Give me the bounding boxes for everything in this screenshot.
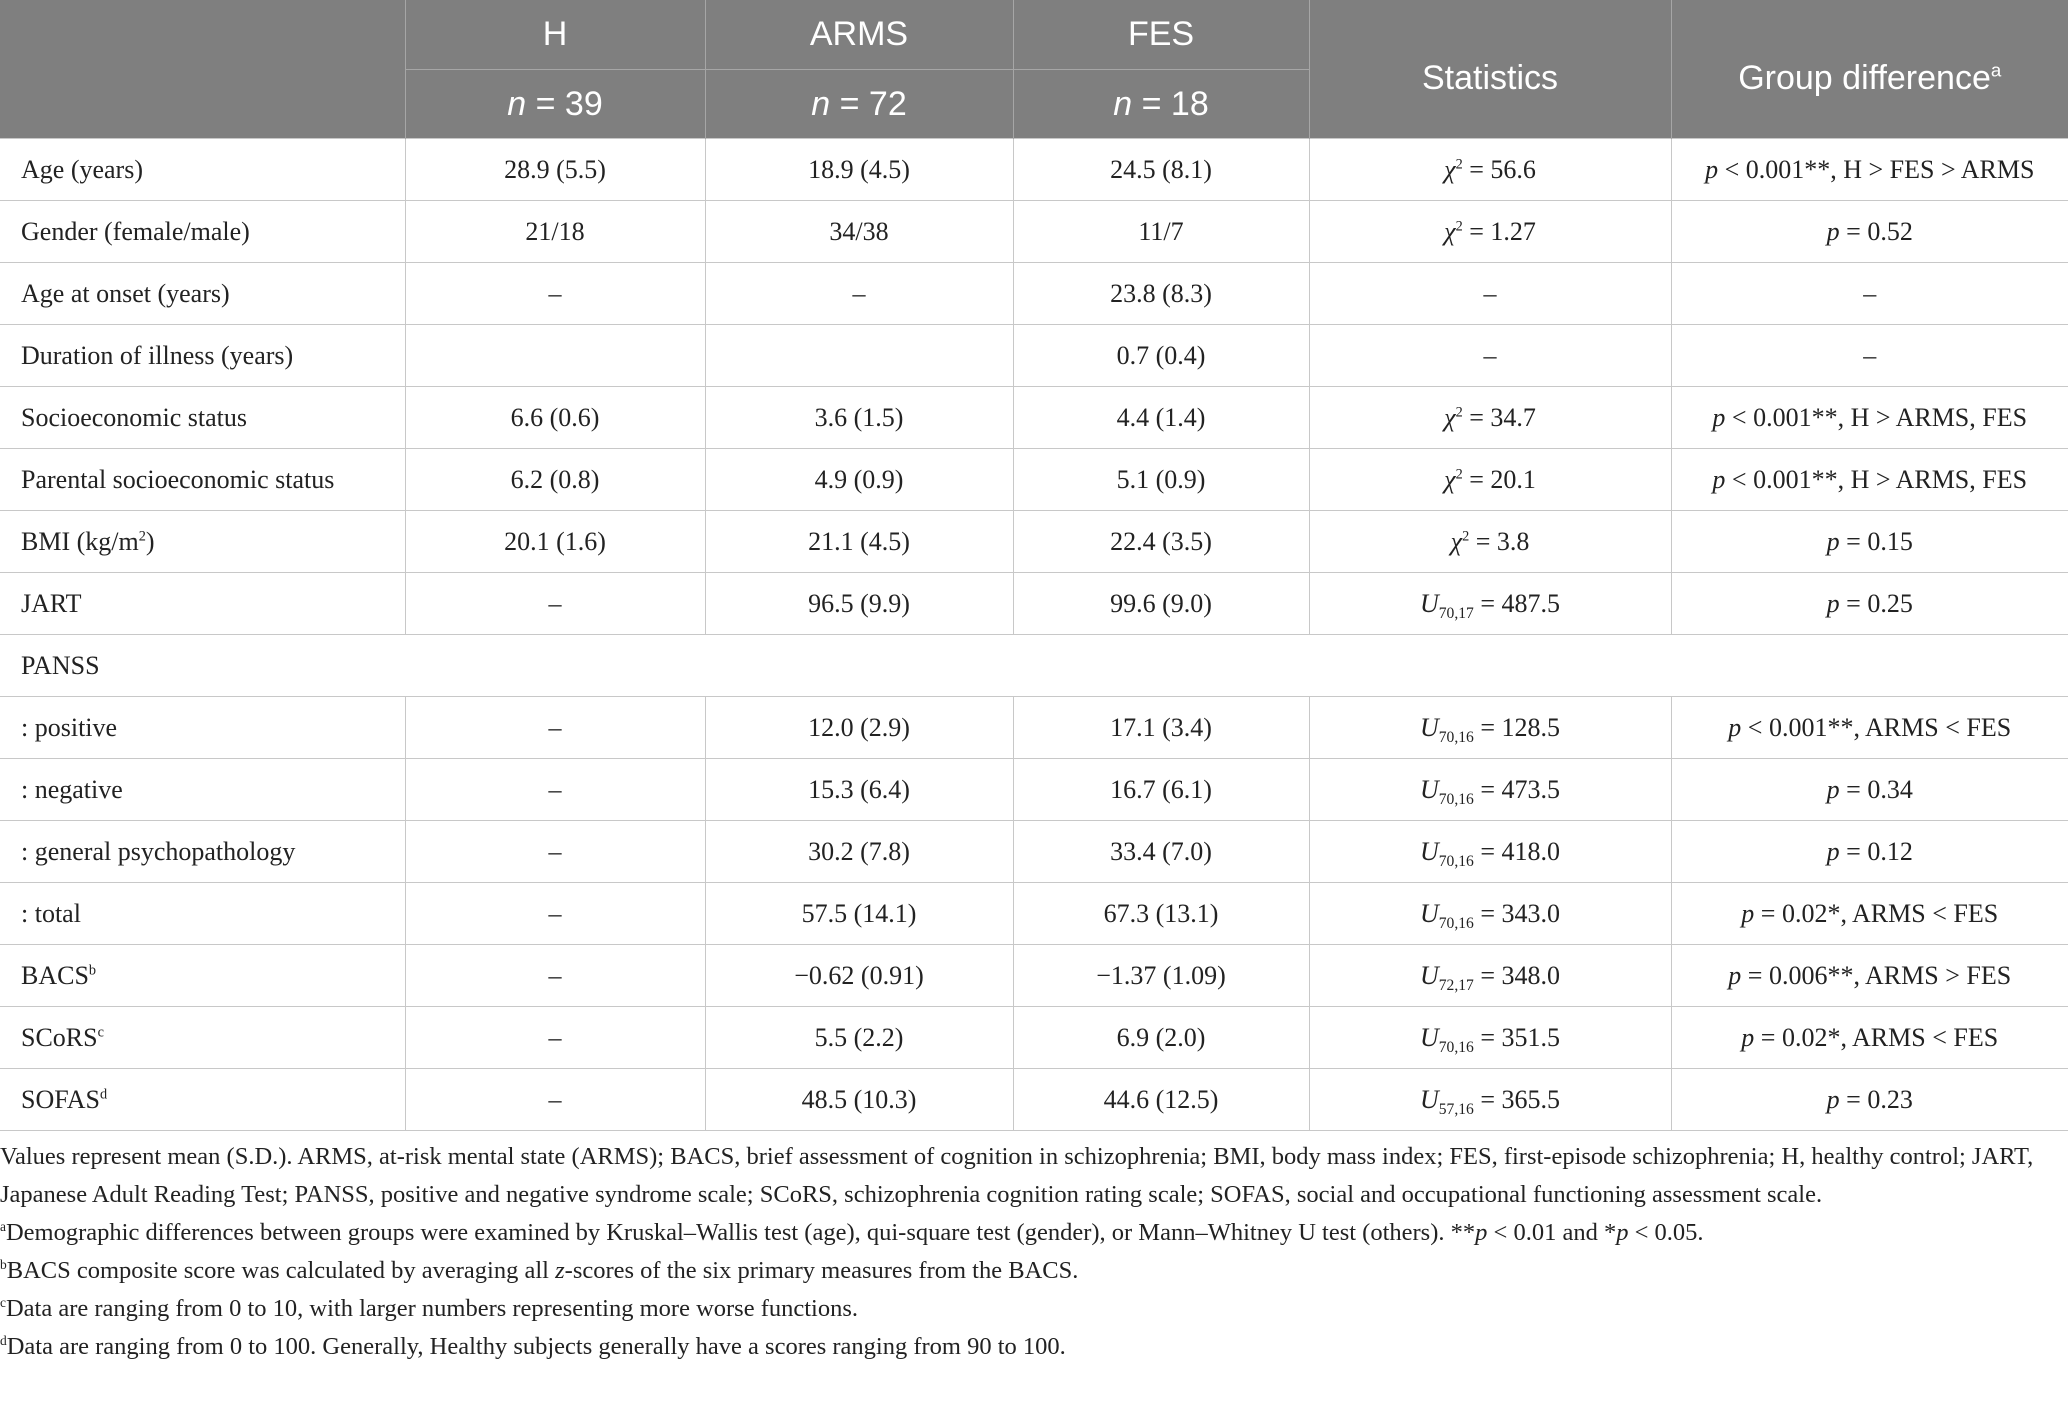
stat-symbol: χ (1444, 154, 1456, 184)
row-label-text: BACS (21, 960, 89, 990)
cell-fes: 99.6 (9.0) (1013, 573, 1309, 635)
row-label-sup: 2 (138, 527, 146, 544)
row-label-sup: c (97, 1023, 104, 1040)
cell-h (405, 325, 705, 387)
cell-fes: 33.4 (7.0) (1013, 821, 1309, 883)
table-body (0, 139, 2068, 1131)
table-header (0, 0, 2068, 139)
row-label-text: : total (21, 898, 81, 928)
cell-fes: 23.8 (8.3) (1013, 263, 1309, 325)
table-row (0, 821, 2068, 883)
table-row (0, 1069, 2068, 1131)
cell-group-difference (1671, 139, 2068, 201)
table-row (0, 945, 2068, 1007)
n-arms-value: = 72 (830, 84, 907, 123)
cell-arms: 12.0 (2.9) (705, 697, 1013, 759)
table-footnotes (0, 1138, 2060, 1366)
row-label (0, 821, 405, 883)
header-group-difference (1671, 0, 2068, 139)
row-label (0, 201, 405, 263)
stat-subscript: 70,17 (1438, 604, 1474, 622)
table-row (0, 759, 2068, 821)
group-difference-value: < 0.001**, ARMS < FES (1741, 712, 2012, 742)
stat-symbol: U (1419, 588, 1439, 618)
row-label-text: Age (years) (21, 154, 143, 184)
footnote-marker-a: a (1990, 59, 2002, 81)
cell-h: – (405, 697, 705, 759)
cell-h: – (405, 1069, 705, 1131)
cell-arms: 57.5 (14.1) (705, 883, 1013, 945)
cell-statistics (1309, 697, 1671, 759)
cell-arms: – (705, 263, 1013, 325)
footnote-d-marker: d (0, 1332, 7, 1348)
table-row (0, 201, 2068, 263)
footnote-b (0, 1252, 2060, 1290)
group-difference-value: = 0.25 (1839, 588, 1913, 618)
stat-value: = 1.27 (1462, 216, 1536, 246)
table-row (0, 449, 2068, 511)
cell-fes: 44.6 (12.5) (1013, 1069, 1309, 1131)
footnote-d-text: Data are ranging from 0 to 100. Generally, Healthy subjects generally have a scores ranging from 90 to 100. (6, 1333, 1066, 1360)
cell-h: 6.2 (0.8) (405, 449, 705, 511)
footnote-a-p2: p (1616, 1219, 1629, 1246)
footnote-c-marker: c (0, 1294, 6, 1310)
stat-value: – (1483, 278, 1497, 308)
stat-symbol: U (1419, 712, 1439, 742)
cell-fes: 17.1 (3.4) (1013, 697, 1309, 759)
cell-statistics (1309, 387, 1671, 449)
cell-statistics (1309, 573, 1671, 635)
group-difference-value: = 0.52 (1839, 216, 1913, 246)
table-row (0, 697, 2068, 759)
stat-subscript: 70,16 (1438, 914, 1474, 932)
footnote-a-marker: a (0, 1218, 6, 1234)
p-symbol: p (1728, 960, 1742, 990)
table-row (0, 511, 2068, 573)
cell-h: 20.1 (1.6) (405, 511, 705, 573)
cell-arms: 48.5 (10.3) (705, 1069, 1013, 1131)
footnote-b-marker: b (0, 1256, 7, 1272)
row-label (0, 697, 405, 759)
cell-h: – (405, 573, 705, 635)
cell-statistics (1309, 139, 1671, 201)
stat-value: = 128.5 (1473, 712, 1561, 742)
stat-symbol: U (1419, 1022, 1439, 1052)
table-row (0, 883, 2068, 945)
p-symbol: p (1826, 526, 1840, 556)
header-n-h (405, 70, 705, 139)
stat-superscript: 2 (1455, 155, 1463, 172)
stat-subscript: 57,16 (1438, 1100, 1474, 1118)
p-symbol: p (1712, 402, 1726, 432)
cell-h: – (405, 883, 705, 945)
cell-arms: 30.2 (7.8) (705, 821, 1013, 883)
cell-h: – (405, 945, 705, 1007)
cell-group-difference (1671, 759, 2068, 821)
n-label: n (811, 84, 831, 123)
cell-arms: 15.3 (6.4) (705, 759, 1013, 821)
stat-superscript: 2 (1455, 403, 1463, 420)
footnote-b-text2: -scores of the six primary measures from the BACS. (564, 1257, 1079, 1284)
cell-h: 6.6 (0.6) (405, 387, 705, 449)
header-arms: ARMS (705, 0, 1013, 70)
stat-subscript: 72,17 (1438, 976, 1474, 994)
p-symbol: p (1826, 1084, 1840, 1114)
p-symbol: p (1741, 1022, 1755, 1052)
cell-group-difference (1671, 263, 2068, 325)
row-label-text: : general psychopathology (21, 836, 296, 866)
row-label-text: BMI (kg/m (21, 526, 139, 556)
row-label (0, 139, 405, 201)
cell-statistics (1309, 883, 1671, 945)
cell-statistics (1309, 1069, 1671, 1131)
cell-statistics (1309, 325, 1671, 387)
row-label-sup: d (100, 1085, 108, 1102)
cell-fes: 6.9 (2.0) (1013, 1007, 1309, 1069)
cell-arms: 4.9 (0.9) (705, 449, 1013, 511)
table-row (0, 1007, 2068, 1069)
cell-fes: −1.37 (1.09) (1013, 945, 1309, 1007)
cell-h: 28.9 (5.5) (405, 139, 705, 201)
cell-fes: 24.5 (8.1) (1013, 139, 1309, 201)
row-label-text: Gender (female/male) (21, 216, 250, 246)
row-label (0, 449, 405, 511)
row-label-text: : positive (21, 712, 118, 742)
cell-h: 21/18 (405, 201, 705, 263)
cell-statistics (1309, 511, 1671, 573)
cell-statistics (1309, 945, 1671, 1007)
stat-symbol: U (1419, 1084, 1439, 1114)
cell-fes: 0.7 (0.4) (1013, 325, 1309, 387)
stat-value: = 348.0 (1473, 960, 1561, 990)
p-symbol: p (1705, 154, 1719, 184)
cell-group-difference (1671, 325, 2068, 387)
group-difference-value: = 0.12 (1839, 836, 1913, 866)
stat-symbol: χ (1444, 216, 1456, 246)
row-label-text: JART (21, 588, 82, 618)
stat-symbol: χ (1444, 402, 1456, 432)
header-n-fes (1013, 70, 1309, 139)
stat-symbol: U (1419, 960, 1439, 990)
cell-h: – (405, 759, 705, 821)
cell-statistics (1309, 821, 1671, 883)
n-h-value: = 39 (526, 84, 603, 123)
stat-superscript: 2 (1462, 527, 1470, 544)
row-label (0, 573, 405, 635)
header-n-arms (705, 70, 1013, 139)
stat-subscript: 70,16 (1438, 728, 1474, 746)
n-fes-value: = 18 (1132, 84, 1209, 123)
stat-value: – (1483, 340, 1497, 370)
row-label (0, 325, 405, 387)
stat-subscript: 70,16 (1438, 790, 1474, 808)
row-label (0, 511, 405, 573)
row-label-text: : negative (21, 774, 123, 804)
cell-group-difference (1671, 511, 2068, 573)
cell-group-difference (1671, 1069, 2068, 1131)
footnote-b-text: BACS composite score was calculated by averaging all (6, 1257, 556, 1284)
p-symbol: p (1826, 216, 1840, 246)
cell-statistics (1309, 1007, 1671, 1069)
row-label-text: SOFAS (21, 1084, 101, 1114)
table-row-section (0, 635, 2068, 697)
cell-fes: 67.3 (13.1) (1013, 883, 1309, 945)
stat-value: = 473.5 (1473, 774, 1561, 804)
row-label-text: SCoRS (21, 1022, 98, 1052)
row-label (0, 387, 405, 449)
header-fes: FES (1013, 0, 1309, 70)
cell-group-difference (1671, 883, 2068, 945)
group-difference-value: < 0.001**, H > ARMS, FES (1725, 464, 2028, 494)
group-difference-value: = 0.15 (1839, 526, 1913, 556)
group-difference-value: = 0.02*, ARMS < FES (1754, 898, 1999, 928)
section-label-panss: PANSS (0, 635, 2068, 697)
cell-group-difference (1671, 821, 2068, 883)
cell-group-difference (1671, 387, 2068, 449)
cell-fes: 22.4 (3.5) (1013, 511, 1309, 573)
cell-arms: 21.1 (4.5) (705, 511, 1013, 573)
stat-value: = 418.0 (1473, 836, 1561, 866)
group-difference-value: < 0.001**, H > FES > ARMS (1718, 154, 2035, 184)
footnote-a-text2: < 0.01 and * (1487, 1219, 1617, 1246)
p-symbol: p (1728, 712, 1742, 742)
p-symbol: p (1741, 898, 1755, 928)
cell-statistics (1309, 759, 1671, 821)
footnote-a (0, 1214, 2060, 1252)
cell-fes: 4.4 (1.4) (1013, 387, 1309, 449)
table-row (0, 573, 2068, 635)
p-symbol: p (1826, 774, 1840, 804)
stat-value: = 351.5 (1473, 1022, 1561, 1052)
footnote-a-p: p (1475, 1219, 1488, 1246)
group-difference-value: = 0.34 (1839, 774, 1913, 804)
stat-subscript: 70,16 (1438, 1038, 1474, 1056)
cell-h: – (405, 821, 705, 883)
cell-group-difference (1671, 201, 2068, 263)
row-label-text: Duration of illness (years) (21, 340, 294, 370)
footnote-a-text: Demographic differences between groups were examined by Kruskal–Wallis test (age), qui-square test (gender), or Mann–Whitney U test (others). ** (5, 1219, 1476, 1246)
cell-statistics (1309, 449, 1671, 511)
stat-symbol: U (1419, 774, 1439, 804)
row-label (0, 883, 405, 945)
stat-symbol: χ (1444, 464, 1456, 494)
row-label (0, 1069, 405, 1131)
cell-arms: 3.6 (1.5) (705, 387, 1013, 449)
cell-fes: 16.7 (6.1) (1013, 759, 1309, 821)
stat-superscript: 2 (1455, 465, 1463, 482)
stat-value: = 343.0 (1473, 898, 1561, 928)
cell-h: – (405, 263, 705, 325)
stat-value: = 56.6 (1462, 154, 1536, 184)
cell-group-difference (1671, 1007, 2068, 1069)
cell-arms (705, 325, 1013, 387)
stat-value: = 365.5 (1473, 1084, 1561, 1114)
row-label (0, 945, 405, 1007)
table-row (0, 139, 2068, 201)
header-blank-cell (0, 0, 405, 139)
row-label-sup: b (88, 961, 97, 978)
cell-arms: 18.9 (4.5) (705, 139, 1013, 201)
cell-statistics (1309, 263, 1671, 325)
stat-symbol: U (1419, 836, 1439, 866)
stat-superscript: 2 (1455, 217, 1463, 234)
footnote-c (0, 1290, 2060, 1328)
stat-symbol: χ (1450, 526, 1463, 556)
cell-arms: 34/38 (705, 201, 1013, 263)
cell-fes: 11/7 (1013, 201, 1309, 263)
p-symbol: p (1826, 836, 1840, 866)
footnote-a-text3: < 0.05. (1628, 1219, 1704, 1246)
footnote-c-text: Data are ranging from 0 to 10, with larger numbers representing more worse functions. (5, 1295, 859, 1322)
footnote-main: Values represent mean (S.D.). ARMS, at-risk mental state (ARMS); BACS, brief assessment of cognition in schizophrenia; BMI, body mass index; FES, first-episode schizophrenia; H, healthy control; JART, Japanese Adult Reading Test; PANSS, positive and negative syndrome scale; SCoRS, schizophrenia cognition rating scale; SOFAS, social and occupational functioning assessment scale. (0, 1143, 2034, 1208)
cell-group-difference (1671, 449, 2068, 511)
cell-group-difference (1671, 945, 2068, 1007)
n-label: n (507, 84, 527, 123)
cell-arms: −0.62 (0.91) (705, 945, 1013, 1007)
cell-group-difference (1671, 697, 2068, 759)
group-difference-value: = 0.23 (1839, 1084, 1913, 1114)
stat-value: = 34.7 (1462, 402, 1536, 432)
cell-arms: 5.5 (2.2) (705, 1007, 1013, 1069)
row-label (0, 759, 405, 821)
stat-value: = 3.8 (1469, 526, 1530, 556)
cell-arms: 96.5 (9.9) (705, 573, 1013, 635)
row-label-text: Socioeconomic status (21, 402, 248, 432)
stat-value: = 20.1 (1462, 464, 1536, 494)
n-label: n (1113, 84, 1133, 123)
cell-fes: 5.1 (0.9) (1013, 449, 1309, 511)
footnote-b-z: z (555, 1257, 565, 1284)
row-label (0, 263, 405, 325)
row-label-text: Parental socioeconomic status (21, 464, 335, 494)
group-difference-value: = 0.02*, ARMS < FES (1754, 1022, 1999, 1052)
row-label-text: Age at onset (years) (21, 278, 230, 308)
group-difference-value: < 0.001**, H > ARMS, FES (1725, 402, 2028, 432)
group-difference-value: – (1863, 278, 1877, 308)
header-statistics: Statistics (1309, 0, 1671, 139)
group-difference-value: = 0.006**, ARMS > FES (1741, 960, 2012, 990)
group-difference-value: – (1863, 340, 1877, 370)
footnote-d (0, 1328, 2060, 1366)
table-row (0, 263, 2068, 325)
table-row (0, 387, 2068, 449)
cell-h: – (405, 1007, 705, 1069)
row-label (0, 1007, 405, 1069)
cell-group-difference (1671, 573, 2068, 635)
cell-statistics (1309, 201, 1671, 263)
header-group-difference-label: Group difference (1738, 58, 1991, 97)
row-label-tail: ) (145, 526, 155, 556)
stat-symbol: U (1419, 898, 1439, 928)
p-symbol: p (1712, 464, 1726, 494)
table-row (0, 325, 2068, 387)
header-h: H (405, 0, 705, 70)
stat-subscript: 70,16 (1438, 852, 1474, 870)
stat-value: = 487.5 (1473, 588, 1561, 618)
p-symbol: p (1826, 588, 1840, 618)
